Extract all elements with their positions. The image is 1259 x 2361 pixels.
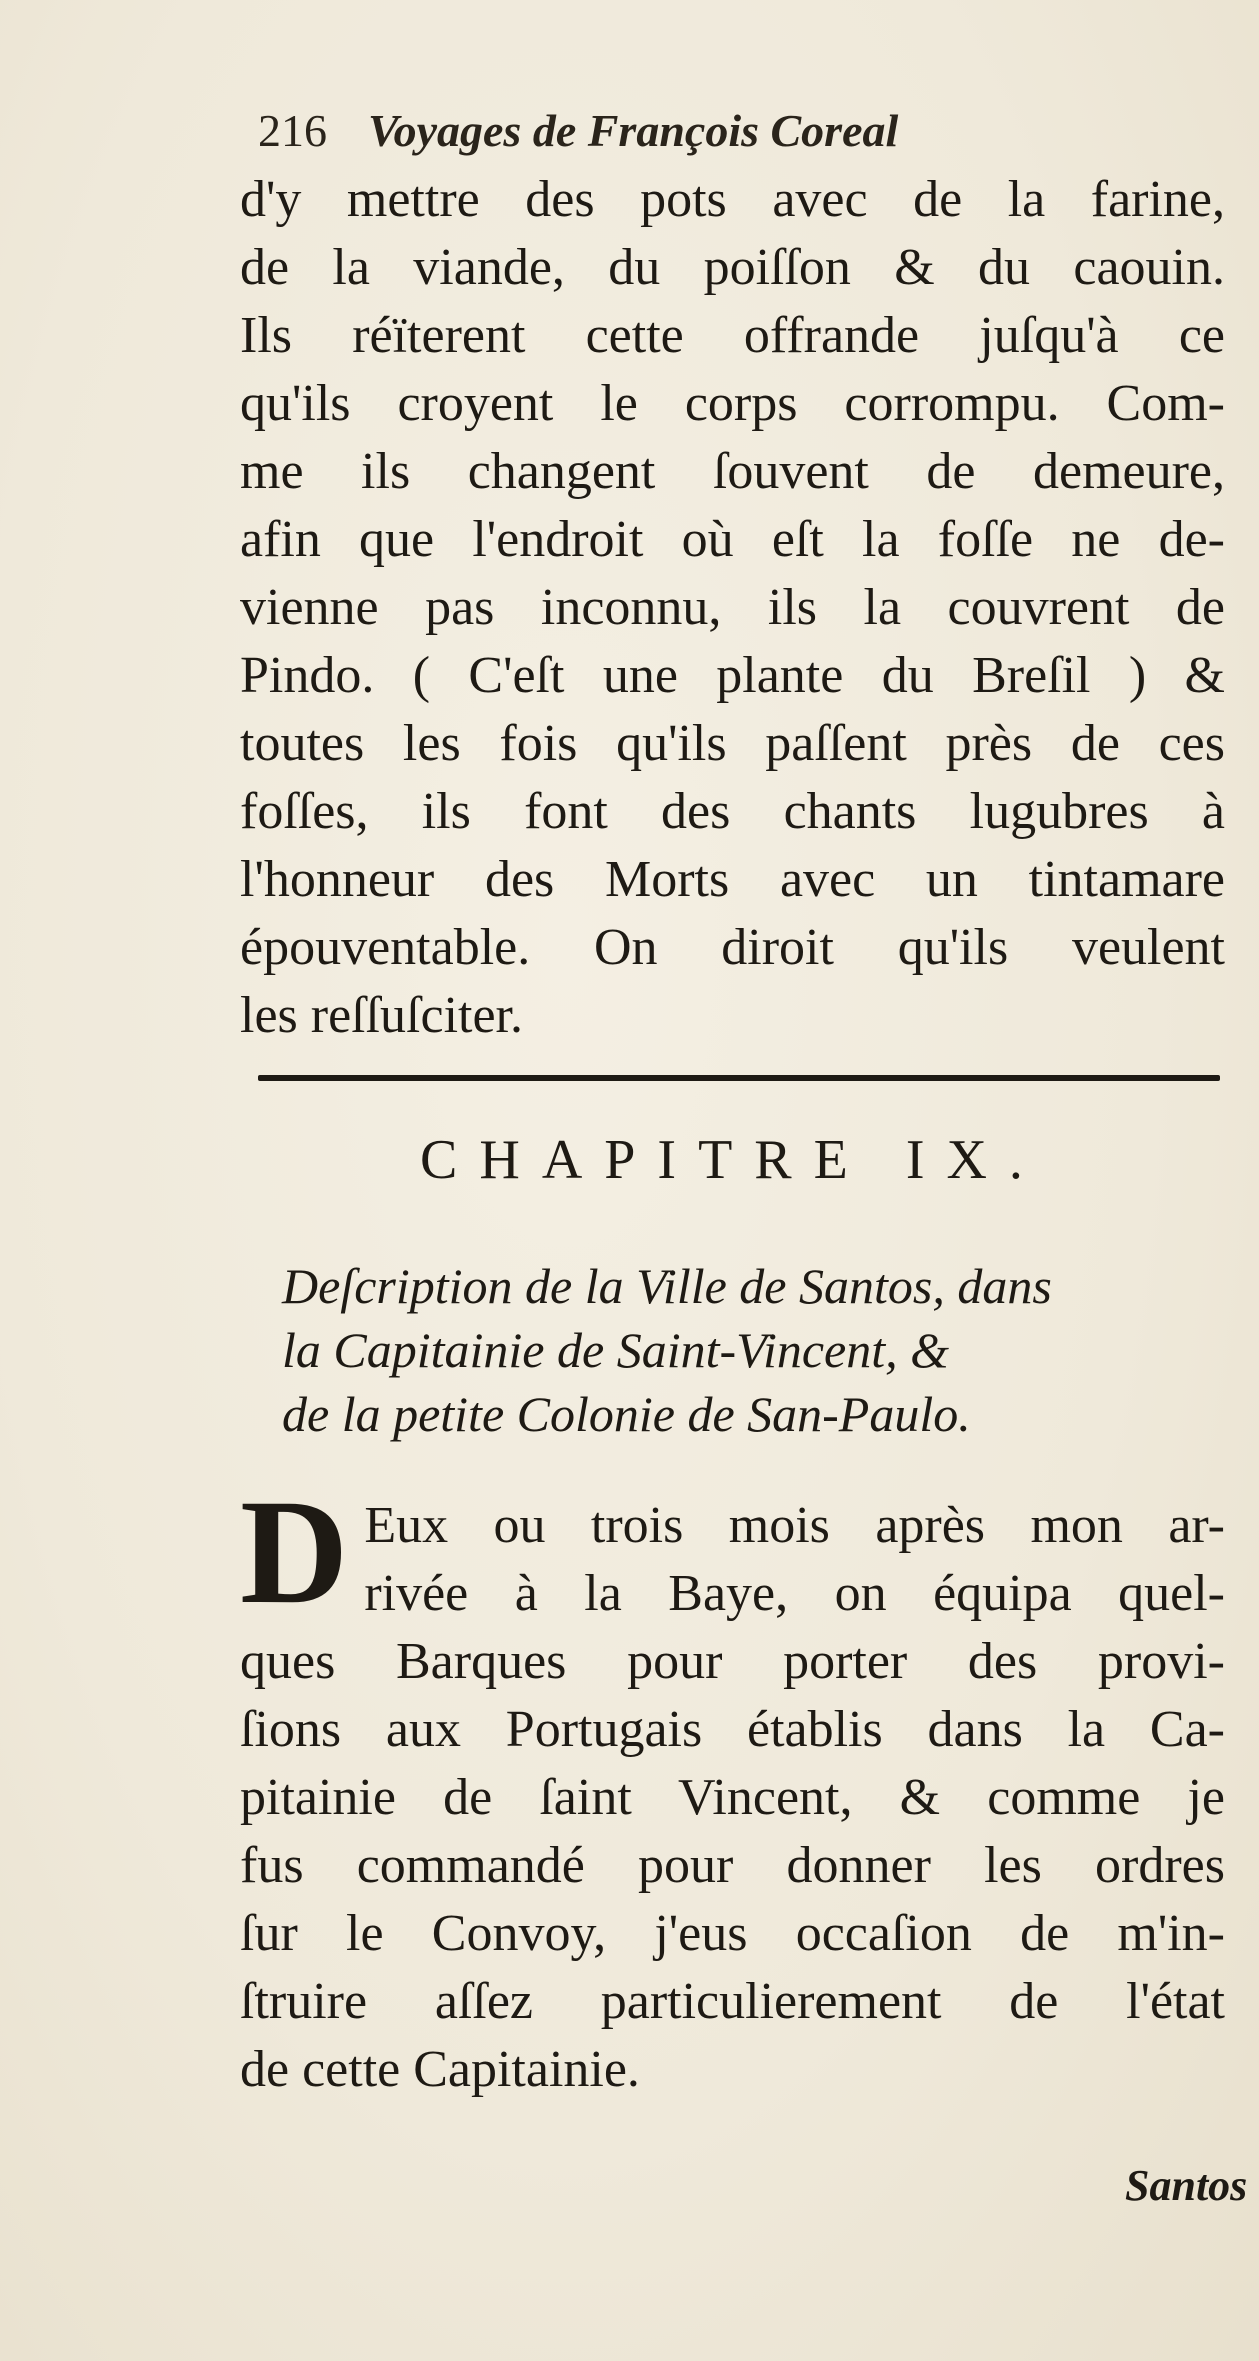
- text-line: Eux ou trois mois après mon ar-: [364, 1497, 1225, 1554]
- chapter-subtitle: [282, 1254, 1182, 1446]
- running-title: Voyages de François Coreal: [368, 105, 899, 156]
- subtitle-line: la Capitainie de Saint-Vincent, &: [282, 1322, 950, 1378]
- running-header: [258, 104, 1218, 157]
- chapter-paragraph: [240, 1469, 1225, 2104]
- text-line: pitainie de ſaint Vincent, & comme je: [240, 1769, 1225, 1826]
- section-rule: [258, 1075, 1220, 1081]
- drop-cap: D: [240, 1469, 349, 1635]
- text-line: rivée à la Baye, on équipa quel-: [364, 1565, 1225, 1622]
- text-line: Pindo. ( C'eſt une plante du Breſil ) &: [240, 647, 1225, 704]
- text-line: fus commandé pour donner les ordres: [240, 1837, 1225, 1894]
- text-line: ſions aux Portugais établis dans la Ca-: [240, 1701, 1225, 1758]
- text-line: qu'ils croyent le corps corrompu. Com-: [240, 375, 1225, 432]
- text-line: afin que l'endroit où eſt la foſſe ne de-: [240, 511, 1225, 568]
- catchword: Santos: [1125, 2161, 1248, 2210]
- text-line: de la viande, du poiſſon & du caouin.: [240, 239, 1225, 296]
- text-line: me ils changent ſouvent de demeure,: [240, 443, 1225, 500]
- text-line: ſtruire aſſez particulierement de l'état: [240, 1973, 1225, 2030]
- text-line: ques Barques pour porter des provi-: [240, 1633, 1225, 1690]
- text-line: toutes les fois qu'ils paſſent près de ces: [240, 715, 1225, 772]
- text-line: foſſes, ils font des chants lugubres à: [240, 783, 1225, 840]
- text-line: Ils réïterent cette offrande juſqu'à ce: [240, 307, 1225, 364]
- subtitle-line: Deſcription de la Ville de Santos, dans: [282, 1258, 1052, 1314]
- text-line: vienne pas inconnu, ils la couvrent de: [240, 579, 1225, 636]
- subtitle-line: de la petite Colonie de San-Paulo.: [282, 1386, 971, 1442]
- chapter-title: CHAPITRE IX.: [420, 1129, 1045, 1191]
- page-number: 216: [258, 105, 327, 156]
- text-line: d'y mettre des pots avec de la farine,: [240, 171, 1225, 228]
- top-text-block: [240, 166, 1225, 1050]
- text-line: les reſſuſciter.: [240, 987, 524, 1044]
- text-line: épouventable. On diroit qu'ils veulent: [240, 919, 1225, 976]
- text-line: de cette Capitainie.: [240, 2041, 640, 2098]
- text-line: ſur le Convoy, j'eus occaſion de m'in-: [240, 1905, 1225, 1962]
- text-line: l'honneur des Morts avec un tintamare: [240, 851, 1225, 908]
